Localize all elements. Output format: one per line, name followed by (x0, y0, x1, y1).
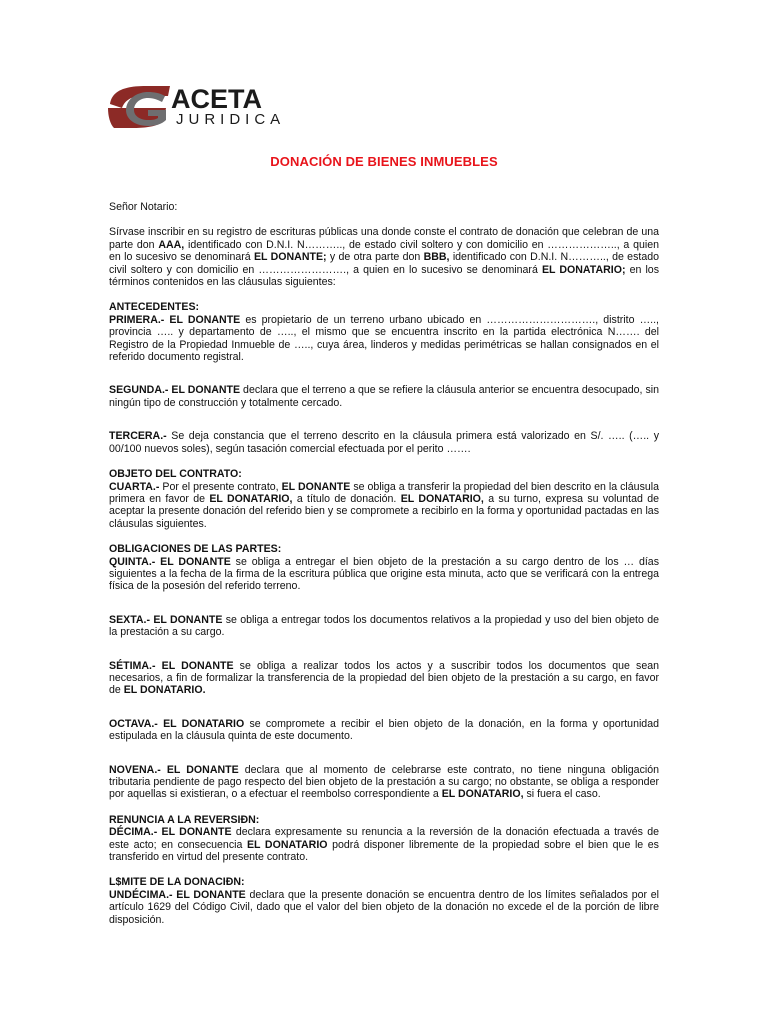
bold-term: PRIMERA.- EL DONANTE (109, 313, 241, 326)
bold-term: EL DONATARIO, (400, 492, 484, 505)
bold-term: EL DONANTE (281, 480, 351, 493)
bold-term: TERCERA.- (109, 430, 167, 443)
gaceta-g-emblem-icon (108, 84, 308, 128)
clause-setima: SÉTIMA.- EL DONANTE se obliga a realizar todos los actos y a suscribir todos los documentos que sean necesarios, a fin de formalizar la transferencia de la propiedad del bien objeto de la prestación a su cargo, en favor de EL DONATARIO. (109, 659, 659, 697)
section-heading-limite: L$MITE DE LA DONACIÐN: (109, 876, 245, 889)
clause-segunda: SEGUNDA.- EL DONANTE declara que el terreno a que se refiere la cláusula anterior se encuentra desocupado, sin ningún tipo de construcción y totalmente cercado. (109, 384, 660, 409)
section-heading-obligaciones: OBLIGACIONES DE LAS PARTES: (109, 543, 282, 556)
clause-decima: DÉCIMA.- EL DONANTE declara expresamente su renuncia a la reversión de la donación efectuada a través de este acto; en consecuencia EL DONATARIO podrá disponer libremente de la propiedad sobre el bien que le es transferido en virtud del presente contrato. (109, 826, 659, 864)
bold-term: QUINTA.- EL DONANTE (109, 555, 231, 568)
logo-brand-bottom: JURIDICA (176, 111, 286, 128)
clause-sexta: SEXTA.- EL DONANTE se obliga a entregar todos los documentos relativos a la propiedad y uso del bien objeto de la prestación a su cargo. (109, 613, 659, 639)
bold-term: EL DONATARIO; (541, 263, 626, 276)
bold-term: EL DONANTE; (253, 251, 327, 264)
clause-primera: PRIMERA.- EL DONANTE es propietario de un terreno urbano ubicado en …………………………., distrito ….., provincia ….. y departamento de ….., el mismo que se encuentra inscrito en la partida electrónica N……. del Registro de la Propiedad Inmueble de ….., cuya área, linderos y medidas perimétricas se hallan consignados en el referido documento registral. (109, 313, 659, 364)
clause-quinta: QUINTA.- EL DONANTE se obliga a entregar el bien objeto de la prestación a su cargo dentro de los … días siguientes a la fecha de la firma de la escritura pública que origine esta minuta, acto que se verificará con la entrega física de la posesión del referido terreno. (109, 555, 659, 593)
section-heading-antecedentes: ANTECEDENTES: (109, 301, 200, 314)
bold-term: EL DONATARIO, (209, 492, 293, 505)
intro-paragraph: Sírvase inscribir en su registro de escrituras públicas una donde conste el contrato de donación que celebran de una parte don AAA, identificado con D.N.I. N……….., de estado civil soltero y con domicilio en ……………….., a quien en lo sucesivo se denominará EL DONANTE; y de otra parte don BBB, identificado con D.N.I. N……….., de estado civil soltero y con domicilio en ……………………., a quien en lo sucesivo se denominará EL DONATARIO; en los términos contenidos en las cláusulas siguientes: (109, 226, 659, 289)
section-heading-objeto: OBJETO DEL CONTRATO: (109, 468, 242, 481)
bold-term: BBB, (423, 251, 450, 264)
clause-novena: NOVENA.- EL DONANTE declara que al momento de celebrarse este contrato, no tiene ninguna obligación tributaria pendiente de pago respecto del bien objeto de la prestación a su cargo; no obstante, se obliga a responder por aquellas si existieran, o a efectuar el reembolso correspondiente a EL DONATARIO, si fuera el caso. (109, 763, 660, 801)
clause-octava: OCTAVA.- EL DONATARIO se compromete a recibir el bien objeto de la donación, en la forma y oportunidad estipulada en la cláusula quinta de este documento. (109, 717, 659, 743)
bold-term: NOVENA.- EL DONANTE (109, 763, 239, 776)
clause-tercera: TERCERA.- Se deja constancia que el terreno descrito en la cláusula primera está valorizado en S/. ….. (….. y 00/100 nuevos soles), según tasación comercial efectuada por el perito ……. (109, 430, 659, 455)
bold-term: EL DONATARIO (246, 838, 328, 851)
document-title: DONACIÓN DE BIENES INMUEBLES (270, 154, 498, 169)
bold-term: UNDÉCIMA.- EL DONANTE (109, 888, 246, 901)
bold-term: OCTAVA.- EL DONATARIO (109, 717, 245, 730)
section-heading-renuncia: RENUNCIA A LA REVERSIÐN: (109, 813, 260, 826)
bold-term: SÉTIMA.- EL DONANTE (109, 659, 234, 672)
bold-term: AAA, (158, 238, 185, 251)
bold-term: DÉCIMA.- EL DONANTE (109, 826, 232, 839)
clause-cuarta: CUARTA.- Por el presente contrato, EL DONANTE se obliga a transferir la propiedad del bien descrito en la cláusula primera en favor de EL DONATARIO, a título de donación. EL DONATARIO, a su turno, expresa su voluntad de aceptar la presente donación del referido bien y se compromete a recibirlo en la forma y oportunidad pactadas en las cláusulas siguientes. (109, 480, 660, 530)
bold-term: EL DONATARIO, (441, 788, 524, 801)
bold-term: SEXTA.- EL DONANTE (109, 613, 223, 626)
bold-term: EL DONATARIO. (123, 684, 206, 697)
gaceta-juridica-logo (108, 84, 308, 128)
clause-undecima: UNDÉCIMA.- EL DONANTE declara que la presente donación se encuentra dentro de los límites señalados por el artículo 1629 del Código Civil, dado que el valor del bien objeto de la donación no excede el de la porción de libre disposición. (109, 888, 660, 926)
logo-brand-top: ACETA (171, 84, 262, 114)
document-body (109, 201, 659, 926)
bold-term: SEGUNDA.- EL DONANTE (109, 384, 241, 397)
bold-term: CUARTA.- (109, 480, 160, 493)
salutation: Señor Notario: (109, 201, 178, 213)
